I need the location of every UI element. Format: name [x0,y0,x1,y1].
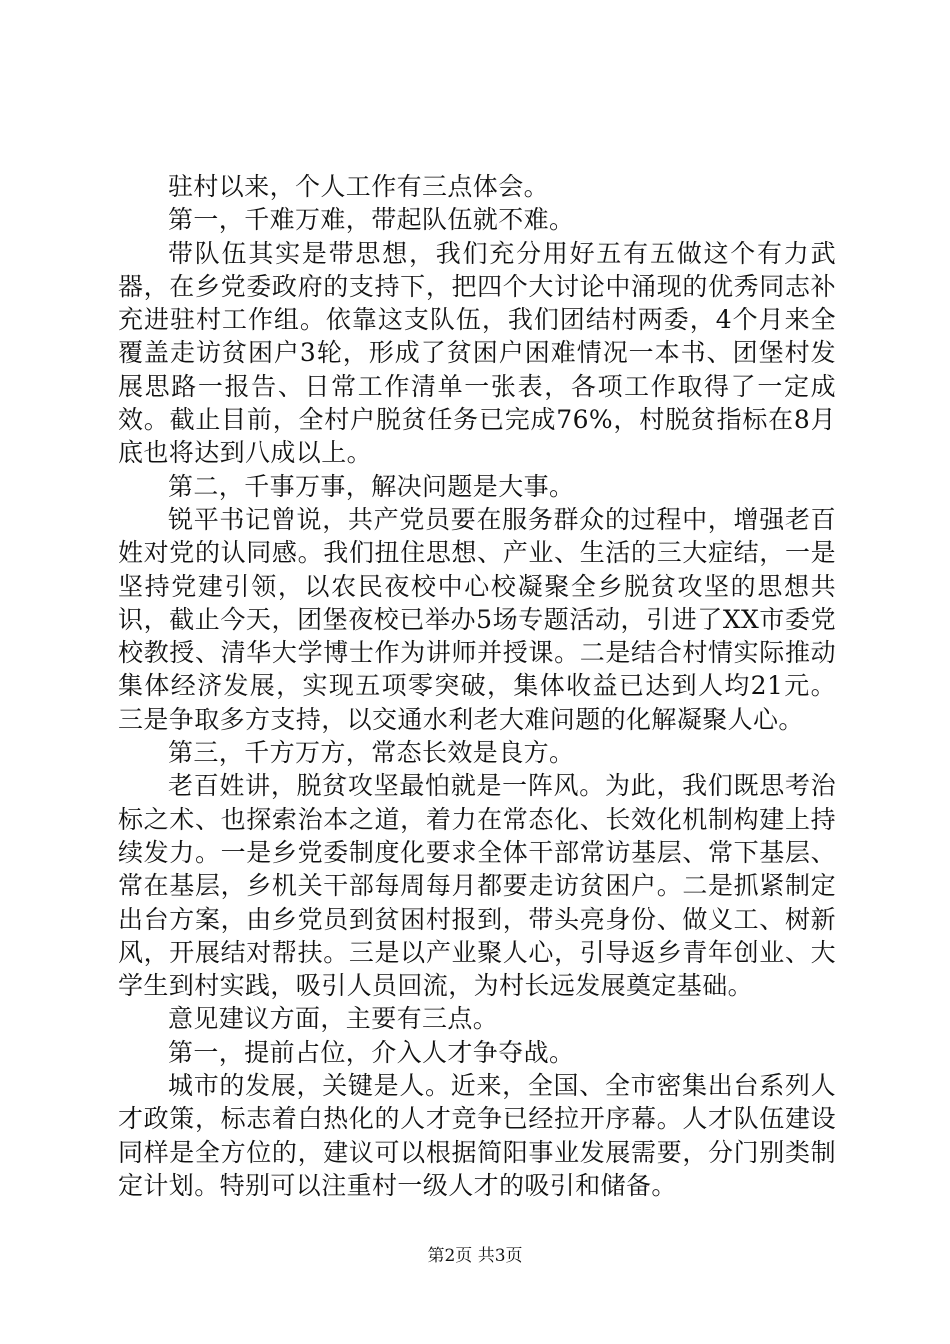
page-footer: 第2页 共3页 [427,1246,523,1266]
paragraph: 锐平书记曾说，共产党员要在服务群众的过程中，增强老百姓对党的认同感。我们扭住思想、产业、生活的三大症结，一是坚持党建引领，以农民夜校中心校凝聚全乡脱贫攻坚的思想共识，截止今天，团堡夜校已举办5场专题活动，引进了XX市委党校教授、清华大学博士作为讲师并授课。二是结合村情实际推动集体经济发展，实现五项零突破，集体收益已达到人均21元。三是争取多方支持，以交通水利老大难问题的化解凝聚人心。 [118,504,836,734]
paragraph: 老百姓讲，脱贫攻坚最怕就是一阵风。为此，我们既思考治标之术、也探索治本之道，着力在常态化、长效化机制构建上持续发力。一是乡党委制度化要求全体干部常访基层、常下基层、常在基层，乡机关干部每周每月都要走访贫困户。二是抓紧制定出台方案，由乡党员到贫困村报到，带头亮身份、做义工、树新风，开展结对帮扶。三是以产业聚人心，引导返乡青年创业、大学生到村实践，吸引人员回流，为村长远发展奠定基础。 [118,771,836,1001]
document-body [118,170,836,1202]
paragraph: 意见建议方面，主要有三点。 [168,1004,499,1034]
paragraph: 第三，千方万方，常态长效是良方。 [168,738,575,768]
paragraph: 带队伍其实是带思想，我们充分用好五有五做这个有力武器，在乡党委政府的支持下，把四个大讨论中涌现的优秀同志补充进驻村工作组。依靠这支队伍，我们团结村两委，4个月来全覆盖走访贫困户3轮，形成了贫困户困难情况一本书、团堡村发展思路一报告、日常工作清单一张表，各项工作取得了一定成效。截止目前，全村户脱贫任务已完成76%，村脱贫指标在8月底也将达到八成以上。 [118,238,836,468]
paragraph: 第二，千事万事，解决问题是大事。 [168,471,575,501]
paragraph: 驻村以来，个人工作有三点体会。 [168,172,550,201]
paragraph: 城市的发展，关键是人。近来，全国、全市密集出台系列人才政策，标志着白热化的人才竞争已经拉开序幕。人才队伍建设同样是全方位的，建议可以根据简阳事业发展需要，分门别类制定计划。特别可以注重村一级人才的吸引和储备。 [118,1071,836,1200]
paragraph: 第一，千难万难，带起队伍就不难。 [168,205,575,235]
paragraph: 第一，提前占位，介入人才争夺战。 [168,1037,575,1067]
